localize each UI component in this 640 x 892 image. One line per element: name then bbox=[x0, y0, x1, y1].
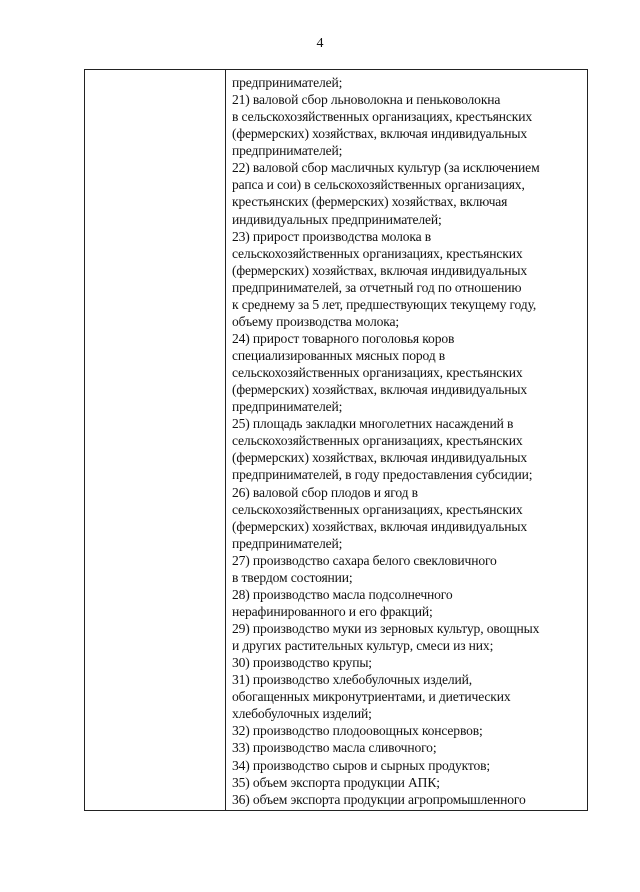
text-line: сельскохозяйственных организациях, крестьянских bbox=[232, 245, 523, 261]
text-line: специализированных мясных пород в bbox=[232, 348, 446, 363]
text-line: 29) производство муки из зерновых культур, овощных bbox=[232, 621, 540, 636]
text-line: 22) валовой сбор масличных культур (за исключением bbox=[232, 160, 540, 176]
text-line: 33) производство масла сливочного; bbox=[232, 740, 437, 756]
text-line: 34) производство сыров и сырных продуктов; bbox=[232, 757, 491, 773]
text-line: и других растительных культур, смеси из них; bbox=[232, 638, 494, 654]
text-line: 27) производство сахара белого свекловичного bbox=[232, 552, 497, 568]
text-line: (фермерских) хозяйствах, включая индивидуальных bbox=[232, 262, 528, 278]
text-line: (фермерских) хозяйствах, включая индивидуальных bbox=[232, 450, 528, 466]
text-line: (фермерских) хозяйствах, включая индивидуальных bbox=[232, 518, 528, 534]
text-line: 30) производство крупы; bbox=[232, 655, 372, 671]
text-column bbox=[232, 74, 588, 808]
text-line: 28) производство масла подсолнечного bbox=[232, 586, 453, 602]
document-table bbox=[84, 69, 588, 811]
text-line: 24) прирост товарного поголовья коров bbox=[232, 330, 455, 346]
column-divider bbox=[225, 70, 226, 810]
text-line: предпринимателей, в году предоставления субсидии; bbox=[232, 467, 533, 483]
text-line: 35) объем экспорта продукции АПК; bbox=[232, 774, 440, 790]
page-number: 4 bbox=[316, 36, 324, 51]
text-line: 23) прирост производства молока в bbox=[232, 228, 432, 244]
text-line: 32) производство плодоовощных консервов; bbox=[232, 723, 483, 739]
text-line: предпринимателей; bbox=[232, 399, 343, 415]
text-line: предпринимателей; bbox=[232, 535, 343, 551]
text-line: сельскохозяйственных организациях, крестьянских bbox=[232, 365, 523, 381]
text-line: рапса и сои) в сельскохозяйственных организациях, bbox=[232, 177, 525, 193]
text-line: 31) производство хлебобулочных изделий, bbox=[232, 672, 472, 688]
text-line: 26) валовой сбор плодов и ягод в bbox=[232, 484, 418, 500]
text-line: объему производства молока; bbox=[232, 313, 399, 329]
text-line: нерафинированного и его фракций; bbox=[232, 603, 433, 619]
text-line: 21) валовой сбор льноволокна и пеньковолокна bbox=[232, 92, 501, 108]
text-line: (фермерских) хозяйствах, включая индивидуальных bbox=[232, 382, 528, 398]
text-line: сельскохозяйственных организациях, крестьянских bbox=[232, 433, 523, 449]
text-line: предпринимателей; bbox=[232, 143, 343, 159]
text-line: обогащенных микронутриентами, и диетических bbox=[232, 689, 511, 705]
text-line: (фермерских) хозяйствах, включая индивидуальных bbox=[232, 126, 528, 142]
text-line: сельскохозяйственных организациях, крестьянских bbox=[232, 501, 523, 517]
text-line: 36) объем экспорта продукции агропромышленного bbox=[232, 791, 526, 807]
text-line: в сельскохозяйственных организациях, крестьянских bbox=[232, 109, 533, 125]
text-line: предпринимателей; bbox=[232, 75, 343, 90]
text-line: к среднему за 5 лет, предшествующих текущему году, bbox=[232, 296, 537, 312]
text-line: 25) площадь закладки многолетних насаждений в bbox=[232, 416, 514, 432]
text-line: индивидуальных предпринимателей; bbox=[232, 211, 442, 227]
text-line: предпринимателей, за отчетный год по отношению bbox=[232, 279, 522, 295]
text-line: в твердом состоянии; bbox=[232, 569, 353, 585]
text-line: хлебобулочных изделий; bbox=[232, 706, 372, 722]
text-line: крестьянских (фермерских) хозяйствах, включая bbox=[232, 194, 508, 210]
